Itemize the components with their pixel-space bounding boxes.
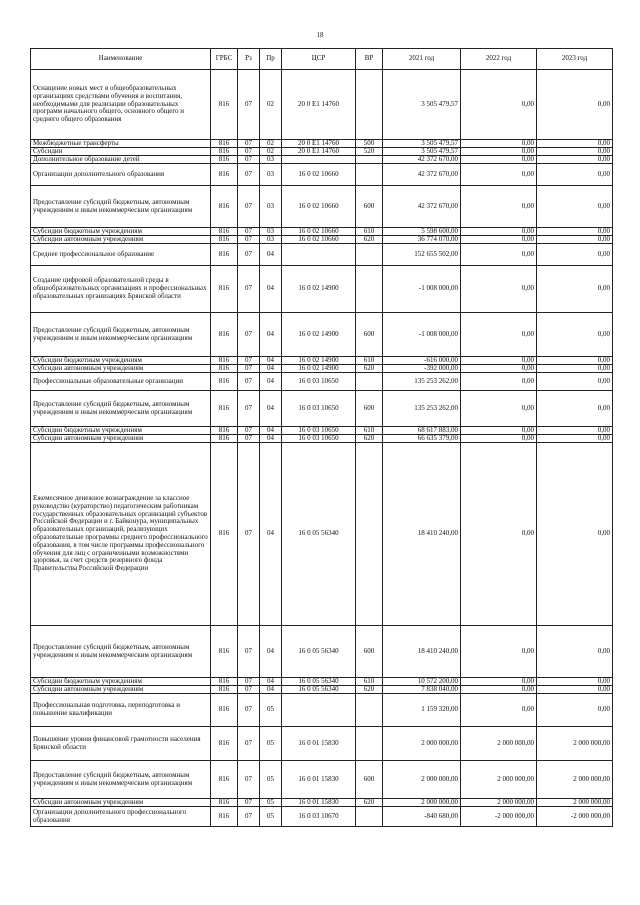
cell-grbs: 816	[211, 148, 238, 156]
cell-name: Субсидии бюджетным учреждениям	[31, 228, 211, 236]
cell-csr: 16 0 02 14900	[282, 313, 356, 357]
cell-csr: 16 0 01 15830	[282, 727, 356, 761]
col-header-pr: Пр	[260, 49, 282, 70]
cell-vr	[356, 694, 383, 727]
cell-grbs: 816	[211, 799, 238, 807]
cell-name: Субсидии автономным учреждениям	[31, 799, 211, 807]
cell-2021: 42 372 670,00	[383, 156, 461, 164]
cell-2021: 3 505 479,57	[383, 148, 461, 156]
cell-vr	[356, 156, 383, 164]
cell-2023: 2 000 000,00	[537, 799, 613, 807]
cell-pr: 04	[260, 357, 282, 365]
cell-csr: 20 0 E1 14760	[282, 70, 356, 140]
cell-2023: 0,00	[537, 266, 613, 313]
cell-2021: -1 008 000,00	[383, 313, 461, 357]
cell-2023: 0,00	[537, 365, 613, 373]
cell-2021: 135 253 262,00	[383, 391, 461, 427]
cell-name: Субсидии бюджетным учреждениям	[31, 678, 211, 686]
cell-pr: 04	[260, 443, 282, 626]
cell-rz: 07	[238, 761, 260, 799]
cell-name: Предоставление субсидий бюджетным, автономным учреждениям и иным некоммерческим организациям	[31, 186, 211, 228]
cell-2021: 68 617 883,00	[383, 427, 461, 435]
table-header-row	[31, 49, 613, 70]
cell-name: Предоставление субсидий бюджетным, автономным учреждениям и иным некоммерческим организациям	[31, 761, 211, 799]
cell-rz: 07	[238, 266, 260, 313]
table-row	[31, 678, 613, 686]
cell-rz: 07	[238, 807, 260, 827]
cell-2022: 0,00	[461, 313, 537, 357]
cell-rz: 07	[238, 148, 260, 156]
cell-2022: 0,00	[461, 373, 537, 391]
cell-csr: 16 0 02 14900	[282, 365, 356, 373]
cell-2021: 42 372 670,00	[383, 186, 461, 228]
cell-vr: 610	[356, 357, 383, 365]
cell-vr: 620	[356, 799, 383, 807]
table-row	[31, 186, 613, 228]
cell-2023: 0,00	[537, 70, 613, 140]
table-row	[31, 357, 613, 365]
cell-rz: 07	[238, 156, 260, 164]
cell-grbs: 816	[211, 678, 238, 686]
cell-rz: 07	[238, 244, 260, 266]
table-row	[31, 164, 613, 186]
cell-grbs: 816	[211, 70, 238, 140]
cell-csr: 16 0 01 15830	[282, 799, 356, 807]
cell-name: Ежемесячное денежное вознаграждение за классное руководство (кураторство) педагогическим работникам государственных образовательных организаций субъектов Российской Федерации и г. Байконура, муниципальных образовательных организаций, реализующих образовательные программы среднего профессионального образования, в том числе программы профессионального обучения для лиц с ограниченными возможностями здоровья, за счет средств резервного фонда Правительства Российской Федерации	[31, 443, 211, 626]
cell-vr	[356, 727, 383, 761]
col-header-2023: 2023 год	[537, 49, 613, 70]
cell-vr	[356, 266, 383, 313]
cell-rz: 07	[238, 313, 260, 357]
cell-grbs: 816	[211, 807, 238, 827]
cell-csr: 16 0 03 10650	[282, 427, 356, 435]
cell-rz: 07	[238, 140, 260, 148]
cell-pr: 05	[260, 761, 282, 799]
cell-2022: -2 000 000,00	[461, 807, 537, 827]
cell-pr: 04	[260, 365, 282, 373]
cell-2021: -840 680,00	[383, 807, 461, 827]
cell-grbs: 816	[211, 686, 238, 694]
cell-2023: 0,00	[537, 313, 613, 357]
cell-vr: 600	[356, 313, 383, 357]
cell-2023: 0,00	[537, 228, 613, 236]
cell-csr: 16 0 01 15830	[282, 761, 356, 799]
cell-pr: 05	[260, 694, 282, 727]
cell-rz: 07	[238, 727, 260, 761]
table-row	[31, 686, 613, 694]
cell-2023: 0,00	[537, 391, 613, 427]
cell-vr	[356, 164, 383, 186]
cell-2021: 18 410 240,00	[383, 443, 461, 626]
cell-2022: 0,00	[461, 228, 537, 236]
cell-2023: 0,00	[537, 357, 613, 365]
table-row	[31, 694, 613, 727]
cell-2022: 0,00	[461, 236, 537, 244]
cell-csr: 20 0 E1 14760	[282, 148, 356, 156]
cell-csr: 16 0 02 10660	[282, 186, 356, 228]
col-header-grbs: ГРБС	[211, 49, 238, 70]
cell-pr: 02	[260, 148, 282, 156]
cell-vr: 600	[356, 626, 383, 678]
cell-2023: 0,00	[537, 244, 613, 266]
cell-name: Профессиональные образовательные организации	[31, 373, 211, 391]
col-header-name: Наименование	[31, 49, 211, 70]
cell-vr: 520	[356, 148, 383, 156]
cell-2023: 0,00	[537, 373, 613, 391]
cell-2023: 0,00	[537, 435, 613, 443]
cell-grbs: 816	[211, 365, 238, 373]
table-row	[31, 799, 613, 807]
table-row	[31, 244, 613, 266]
cell-pr: 05	[260, 727, 282, 761]
cell-name: Среднее профессиональное образование	[31, 244, 211, 266]
cell-pr: 05	[260, 799, 282, 807]
budget-table	[30, 48, 613, 827]
cell-grbs: 816	[211, 236, 238, 244]
cell-rz: 07	[238, 236, 260, 244]
table-row	[31, 807, 613, 827]
cell-rz: 07	[238, 694, 260, 727]
cell-2023: 0,00	[537, 164, 613, 186]
cell-pr: 03	[260, 156, 282, 164]
cell-csr: 16 0 05 56340	[282, 626, 356, 678]
cell-2021: 3 505 479,57	[383, 70, 461, 140]
table-row	[31, 443, 613, 626]
cell-2022: 0,00	[461, 391, 537, 427]
cell-2022: 0,00	[461, 140, 537, 148]
cell-name: Субсидии автономным учреждениям	[31, 686, 211, 694]
cell-2023: 0,00	[537, 694, 613, 727]
cell-grbs: 816	[211, 435, 238, 443]
cell-rz: 07	[238, 391, 260, 427]
cell-2022: 2 000 000,00	[461, 799, 537, 807]
cell-pr: 04	[260, 266, 282, 313]
cell-2022: 0,00	[461, 357, 537, 365]
cell-2021: 135 253 262,00	[383, 373, 461, 391]
cell-2021: -392 000,00	[383, 365, 461, 373]
cell-vr	[356, 373, 383, 391]
cell-csr: 16 0 05 56340	[282, 678, 356, 686]
cell-csr: 16 0 03 10670	[282, 807, 356, 827]
cell-vr: 610	[356, 678, 383, 686]
cell-2022: 0,00	[461, 156, 537, 164]
cell-name: Предоставление субсидий бюджетным, автономным учреждениям и иным некоммерческим организациям	[31, 391, 211, 427]
cell-grbs: 816	[211, 140, 238, 148]
cell-name: Организации дополнительного образования	[31, 164, 211, 186]
cell-name: Дополнительное образование детей	[31, 156, 211, 164]
cell-2022: 0,00	[461, 70, 537, 140]
cell-2022: 0,00	[461, 443, 537, 626]
cell-2021: 2 000 000,00	[383, 761, 461, 799]
cell-2021: 2 000 000,00	[383, 799, 461, 807]
cell-grbs: 816	[211, 313, 238, 357]
cell-csr	[282, 694, 356, 727]
cell-2021: -616 000,00	[383, 357, 461, 365]
cell-vr	[356, 807, 383, 827]
cell-vr: 600	[356, 186, 383, 228]
cell-pr: 04	[260, 686, 282, 694]
cell-2023: 0,00	[537, 427, 613, 435]
cell-grbs: 816	[211, 186, 238, 228]
cell-pr: 04	[260, 313, 282, 357]
cell-rz: 07	[238, 427, 260, 435]
cell-pr: 04	[260, 373, 282, 391]
table-body	[31, 70, 613, 827]
cell-2022: 0,00	[461, 164, 537, 186]
cell-csr: 16 0 03 10650	[282, 435, 356, 443]
cell-rz: 07	[238, 186, 260, 228]
cell-2021: 36 774 070,00	[383, 236, 461, 244]
cell-grbs: 816	[211, 626, 238, 678]
cell-csr: 16 0 02 10660	[282, 164, 356, 186]
cell-name: Повышение уровня финансовой грамотности населения Брянской области	[31, 727, 211, 761]
cell-csr	[282, 244, 356, 266]
cell-2021: 152 655 502,00	[383, 244, 461, 266]
table-row	[31, 427, 613, 435]
cell-2023: 0,00	[537, 148, 613, 156]
cell-2022: 0,00	[461, 686, 537, 694]
cell-name: Межбюджетные трансферты	[31, 140, 211, 148]
table-row	[31, 313, 613, 357]
cell-grbs: 816	[211, 373, 238, 391]
cell-grbs: 816	[211, 244, 238, 266]
cell-2021: 7 838 040,00	[383, 686, 461, 694]
cell-grbs: 816	[211, 391, 238, 427]
table-row	[31, 391, 613, 427]
cell-pr: 04	[260, 626, 282, 678]
cell-name: Субсидии автономным учреждениям	[31, 435, 211, 443]
cell-vr: 600	[356, 391, 383, 427]
cell-vr: 620	[356, 435, 383, 443]
table-row	[31, 70, 613, 140]
cell-pr: 04	[260, 391, 282, 427]
cell-grbs: 816	[211, 761, 238, 799]
col-header-2022: 2022 год	[461, 49, 537, 70]
cell-grbs: 816	[211, 443, 238, 626]
cell-vr: 610	[356, 228, 383, 236]
cell-2022: 2 000 000,00	[461, 727, 537, 761]
cell-2022: 0,00	[461, 435, 537, 443]
cell-name: Субсидии автономным учреждениям	[31, 236, 211, 244]
cell-2023: 0,00	[537, 626, 613, 678]
cell-2022: 0,00	[461, 678, 537, 686]
cell-rz: 07	[238, 357, 260, 365]
cell-grbs: 816	[211, 427, 238, 435]
cell-2023: 2 000 000,00	[537, 761, 613, 799]
cell-pr: 03	[260, 236, 282, 244]
cell-pr: 03	[260, 164, 282, 186]
cell-2023: 0,00	[537, 686, 613, 694]
table-row	[31, 435, 613, 443]
cell-grbs: 816	[211, 727, 238, 761]
cell-pr: 03	[260, 228, 282, 236]
cell-csr	[282, 156, 356, 164]
table-row	[31, 761, 613, 799]
table-row	[31, 365, 613, 373]
table-row	[31, 140, 613, 148]
cell-2023: 0,00	[537, 443, 613, 626]
cell-name: Субсидии бюджетным учреждениям	[31, 357, 211, 365]
cell-vr: 500	[356, 140, 383, 148]
col-header-2021: 2021 год	[383, 49, 461, 70]
cell-csr: 16 0 03 10650	[282, 391, 356, 427]
cell-2023: 0,00	[537, 186, 613, 228]
cell-2021: 1 159 320,00	[383, 694, 461, 727]
cell-rz: 07	[238, 228, 260, 236]
table-row	[31, 228, 613, 236]
cell-2022: 0,00	[461, 186, 537, 228]
cell-2021: 10 572 200,00	[383, 678, 461, 686]
cell-name: Профессиональная подготовка, переподготовка и повышение квалификации	[31, 694, 211, 727]
cell-rz: 07	[238, 799, 260, 807]
cell-csr: 16 0 03 10650	[282, 373, 356, 391]
cell-grbs: 816	[211, 156, 238, 164]
table-row	[31, 156, 613, 164]
col-header-rz: Рз	[238, 49, 260, 70]
cell-name: Субсидии	[31, 148, 211, 156]
cell-csr: 16 0 05 56340	[282, 686, 356, 694]
cell-2023: 0,00	[537, 156, 613, 164]
cell-csr: 16 0 02 14900	[282, 357, 356, 365]
cell-2021: -1 008 000,00	[383, 266, 461, 313]
cell-rz: 07	[238, 443, 260, 626]
cell-pr: 04	[260, 427, 282, 435]
cell-2023: 0,00	[537, 236, 613, 244]
cell-csr: 20 0 E1 14760	[282, 140, 356, 148]
cell-name: Субсидии бюджетным учреждениям	[31, 427, 211, 435]
cell-vr: 610	[356, 427, 383, 435]
cell-csr: 16 0 02 14900	[282, 266, 356, 313]
cell-name: Предоставление субсидий бюджетным, автономным учреждениям и иным некоммерческим организациям	[31, 313, 211, 357]
cell-name: Оснащение новых мест в общеобразовательных организациях средствами обучения и воспитания, необходимыми для реализации образовательных программ начального общего, основного общего и среднего общего образования	[31, 70, 211, 140]
cell-name: Предоставление субсидий бюджетным, автономным учреждениям и иным некоммерческим организациям	[31, 626, 211, 678]
table-row	[31, 266, 613, 313]
cell-grbs: 816	[211, 164, 238, 186]
cell-2021: 2 000 000,00	[383, 727, 461, 761]
cell-rz: 07	[238, 678, 260, 686]
cell-vr	[356, 244, 383, 266]
table-row	[31, 626, 613, 678]
cell-name: Создание цифровой образовательной среды в общеобразовательных организациях и профессиональных образовательных организациях Брянской области	[31, 266, 211, 313]
col-header-vr: ВР	[356, 49, 383, 70]
cell-pr: 02	[260, 70, 282, 140]
cell-2021: 3 505 479,57	[383, 140, 461, 148]
cell-2023: -2 000 000,00	[537, 807, 613, 827]
cell-2022: 0,00	[461, 626, 537, 678]
table-row	[31, 727, 613, 761]
cell-2021: 18 410 240,00	[383, 626, 461, 678]
cell-grbs: 816	[211, 266, 238, 313]
cell-pr: 04	[260, 435, 282, 443]
table-row	[31, 373, 613, 391]
cell-2023: 2 000 000,00	[537, 727, 613, 761]
cell-2022: 0,00	[461, 244, 537, 266]
cell-2023: 0,00	[537, 140, 613, 148]
cell-2023: 0,00	[537, 678, 613, 686]
cell-name: Субсидии автономным учреждениям	[31, 365, 211, 373]
cell-vr: 620	[356, 365, 383, 373]
cell-pr: 02	[260, 140, 282, 148]
cell-grbs: 816	[211, 357, 238, 365]
table-row	[31, 236, 613, 244]
cell-rz: 07	[238, 626, 260, 678]
cell-pr: 03	[260, 186, 282, 228]
cell-rz: 07	[238, 164, 260, 186]
cell-csr: 16 0 05 56340	[282, 443, 356, 626]
cell-2021: 42 372 670,00	[383, 164, 461, 186]
page-number: 18	[316, 31, 324, 39]
table-row	[31, 148, 613, 156]
cell-grbs: 816	[211, 228, 238, 236]
cell-rz: 07	[238, 70, 260, 140]
cell-pr: 05	[260, 807, 282, 827]
cell-vr	[356, 443, 383, 626]
cell-2022: 0,00	[461, 148, 537, 156]
col-header-csr: ЦСР	[282, 49, 356, 70]
cell-csr: 16 0 02 10660	[282, 236, 356, 244]
cell-rz: 07	[238, 435, 260, 443]
cell-2022: 2 000 000,00	[461, 761, 537, 799]
cell-csr: 16 0 02 10660	[282, 228, 356, 236]
cell-2021: 5 598 600,00	[383, 228, 461, 236]
cell-rz: 07	[238, 365, 260, 373]
cell-2021: 66 635 379,00	[383, 435, 461, 443]
cell-vr: 620	[356, 236, 383, 244]
cell-vr: 600	[356, 761, 383, 799]
cell-2022: 0,00	[461, 694, 537, 727]
cell-rz: 07	[238, 686, 260, 694]
cell-grbs: 816	[211, 694, 238, 727]
cell-vr: 620	[356, 686, 383, 694]
cell-2022: 0,00	[461, 266, 537, 313]
cell-2022: 0,00	[461, 427, 537, 435]
cell-name: Организации дополнительного профессионального образования	[31, 807, 211, 827]
cell-2022: 0,00	[461, 365, 537, 373]
cell-vr	[356, 70, 383, 140]
cell-rz: 07	[238, 373, 260, 391]
cell-pr: 04	[260, 244, 282, 266]
cell-pr: 04	[260, 678, 282, 686]
